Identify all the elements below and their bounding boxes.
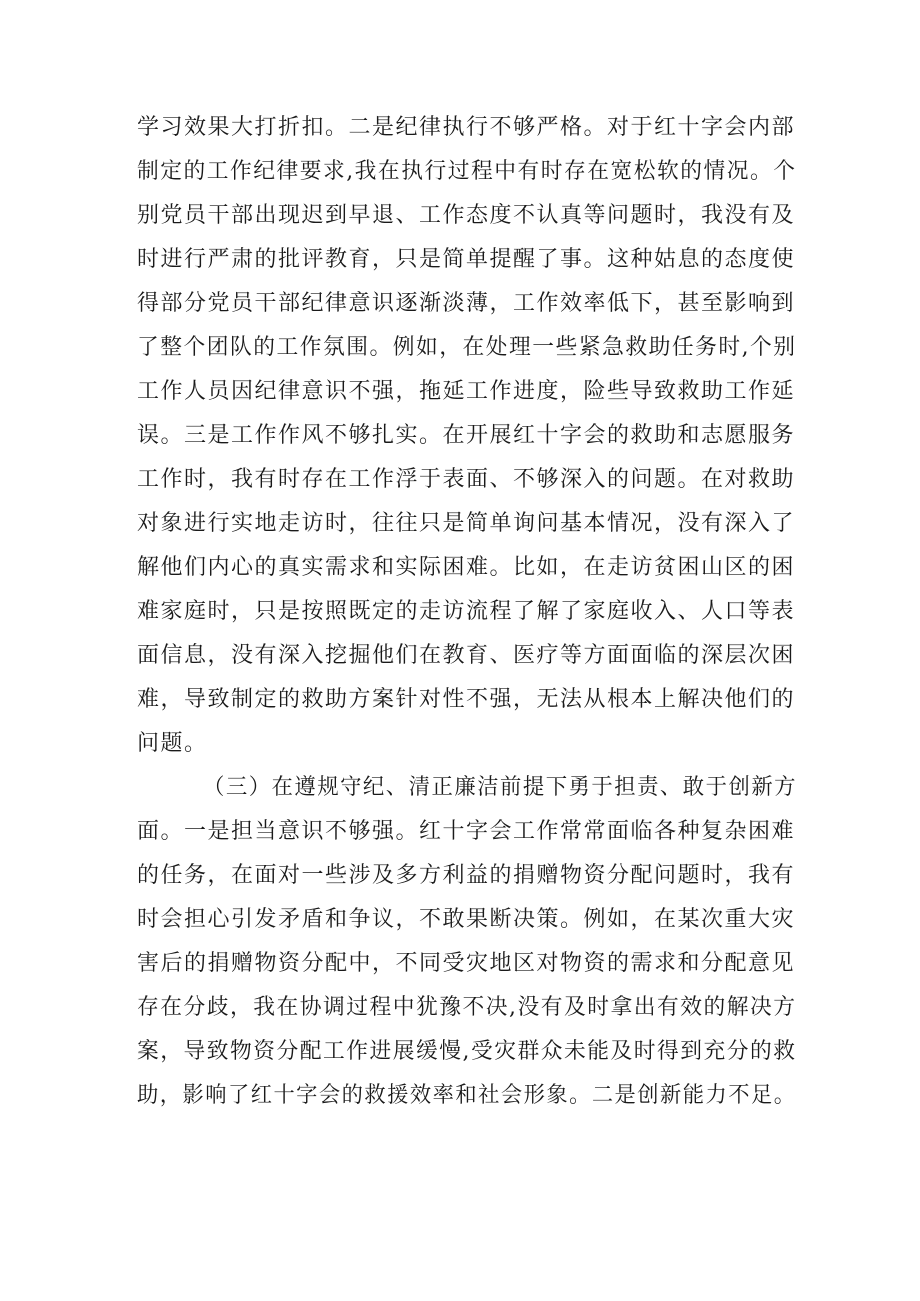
- text-line: 问题。: [137, 731, 208, 756]
- body-text: [137, 0, 797, 1301]
- text-line: 制定的工作纪律要求,我在执行过程中有时存在宽松软的情况。个: [137, 159, 797, 184]
- text-line: 得部分党员干部纪律意识逐渐淡薄，工作效率低下，甚至影响到: [137, 291, 796, 316]
- text-line: 助，影响了红十字会的救援效率和社会形象。二是创新能力不足。: [137, 1083, 797, 1108]
- text-line: 工作人员因纪律意识不强，拖延工作进度，险些导致救助工作延: [137, 379, 796, 404]
- text-line: 学习效果大打折扣。二是纪律执行不够严格。对于红十字会内部: [137, 115, 796, 140]
- text-line: 别党员干部出现迟到早退、工作态度不认真等问题时，我没有及: [137, 203, 796, 228]
- text-line: 害后的捐赠物资分配中，不同受灾地区对物资的需求和分配意见: [137, 951, 796, 976]
- text-line: 时会担心引发矛盾和争议，不敢果断决策。例如，在某次重大灾: [137, 907, 796, 932]
- text-line: 面。一是担当意识不够强。红十字会工作常常面临各种复杂困难: [137, 819, 796, 844]
- text-line: 的任务，在面对一些涉及多方利益的捐赠物资分配问题时，我有: [137, 863, 796, 888]
- text-line: 误。三是工作作风不够扎实。在开展红十字会的救助和志愿服务: [137, 423, 796, 448]
- text-line: 难，导致制定的救助方案针对性不强，无法从根本上解决他们的: [137, 687, 796, 712]
- text-line: 工作时，我有时存在工作浮于表面、不够深入的问题。在对救助: [137, 467, 796, 492]
- text-line: 对象进行实地走访时，往往只是简单询问基本情况，没有深入了: [137, 511, 796, 536]
- text-line: 难家庭时，只是按照既定的走访流程了解了家庭收入、人口等表: [137, 599, 796, 624]
- text-line: 时进行严肃的批评教育，只是简单提醒了事。这种姑息的态度使: [137, 247, 796, 272]
- text-line: 存在分歧，我在协调过程中犹豫不决,没有及时拿出有效的解决方: [137, 995, 797, 1020]
- text-line: 案，导致物资分配工作进展缓慢,受灾群众未能及时得到充分的救: [137, 1039, 797, 1064]
- text-line: 了整个团队的工作氛围。例如，在处理一些紧急救助任务时,个别: [137, 335, 797, 360]
- text-line: 解他们内心的真实需求和实际困难。比如，在走访贫困山区的困: [137, 555, 796, 580]
- text-line: 面信息，没有深入挖掘他们在教育、医疗等方面面临的深层次困: [137, 643, 796, 668]
- section-heading-line: （三）在遵规守纪、清正廉洁前提下勇于担责、敢于创新方: [203, 775, 798, 800]
